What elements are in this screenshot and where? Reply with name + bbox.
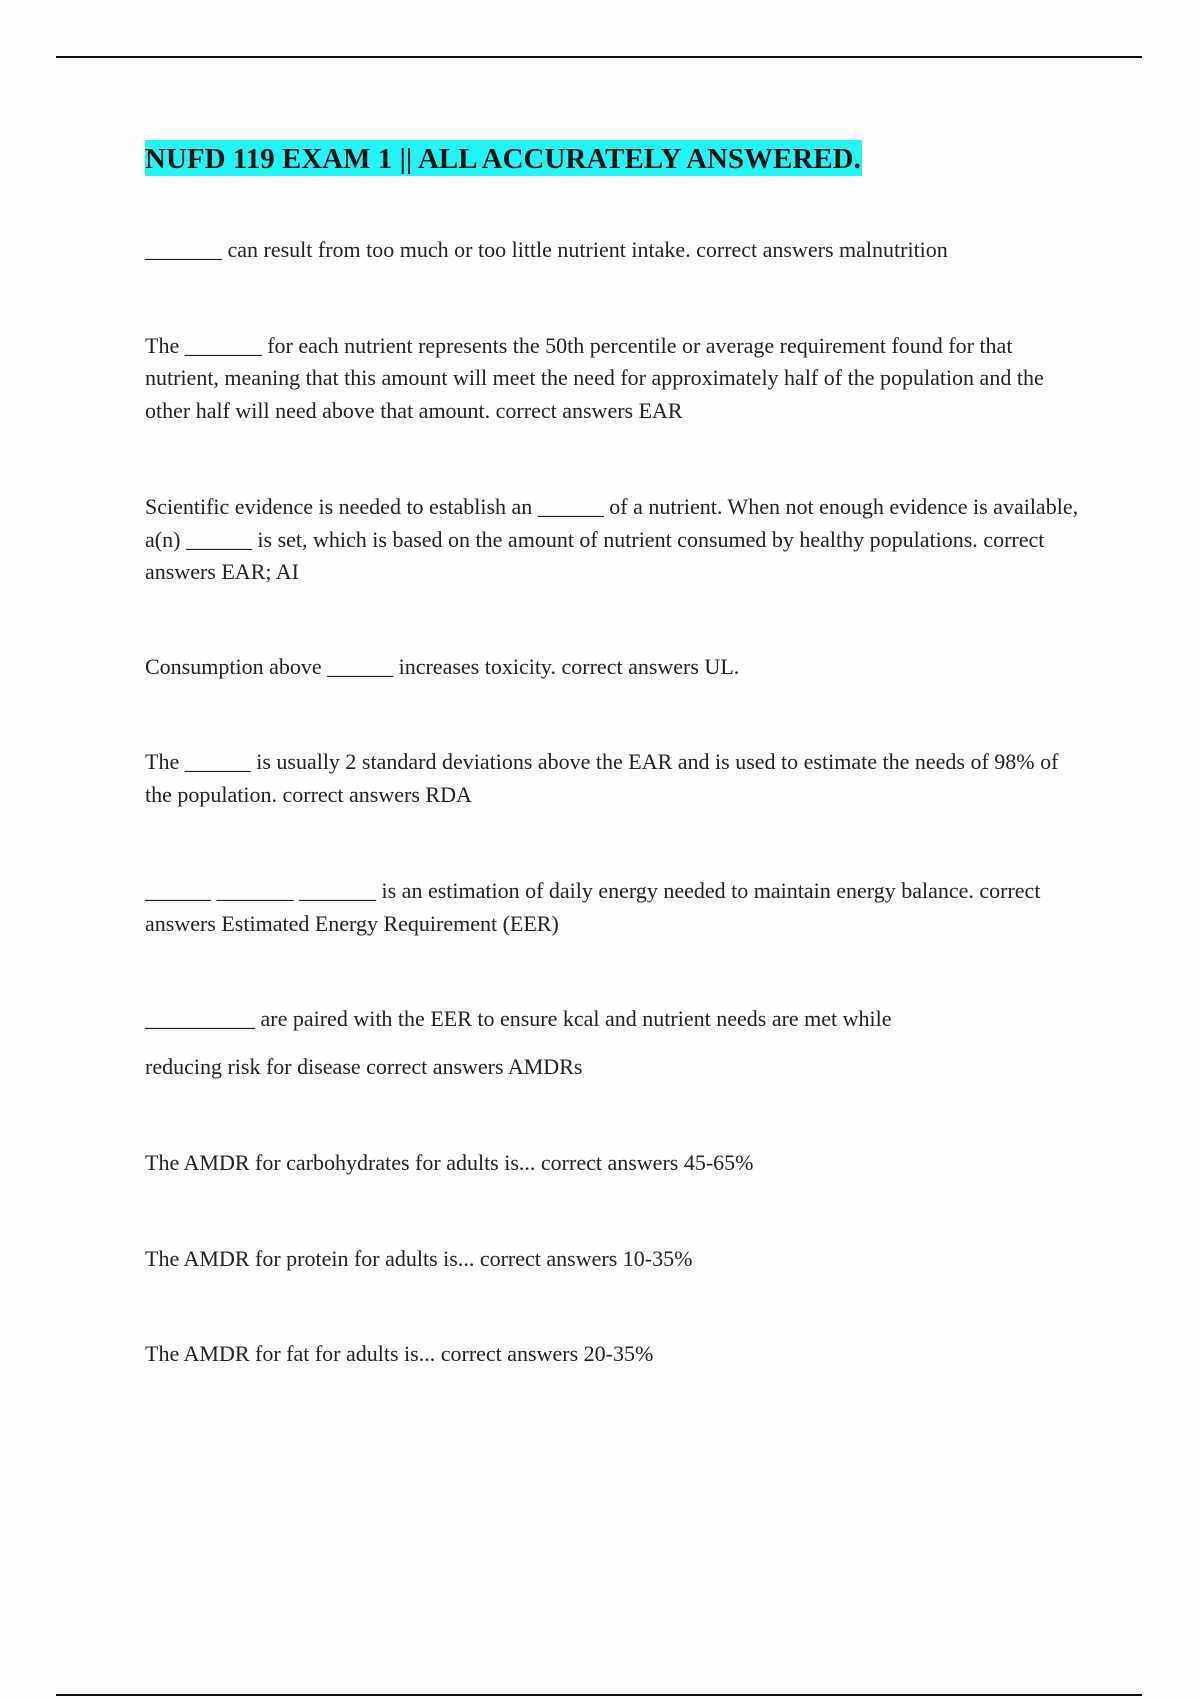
question-eer: ______ _______ _______ is an estimation of daily energy needed to maintain energy balance. correct answers Estimated Energy Requirement (EER) <box>145 878 1041 936</box>
header-rule <box>56 56 1142 58</box>
question-ul: Consumption above ______ increases toxicity. correct answers UL. <box>145 653 740 679</box>
question-malnutrition: _______ can result from too much or too little nutrient intake. correct answers malnutrition <box>145 237 948 262</box>
question-ear: The _______ for each nutrient represents the 50th percentile or average requirement found for that nutrient, meaning that this amount will meet the need for approximately half of the population and the other half will need above that amount. correct answers EAR <box>145 332 1044 423</box>
title-wrap <box>145 140 1085 180</box>
question-amdrs <box>145 1003 1085 1083</box>
question-amdr-protein: The AMDR for protein for adults is... correct answers 10-35% <box>145 1245 693 1271</box>
question-amdr-carbohydrates: The AMDR for carbohydrates for adults is... correct answers 45-65% <box>145 1150 754 1175</box>
footer-rule <box>56 1694 1142 1696</box>
document-content <box>145 140 1085 1371</box>
question-ear-ai: Scientific evidence is needed to establish an ______ of a nutrient. When not enough evidence is available, a(n) ______ is set, which is based on the amount of nutrient consumed by healthy populations. correct answers EAR; AI <box>145 494 1079 584</box>
question-amdr-fat: The AMDR for fat for adults is... correct answers 20-35% <box>145 1341 654 1366</box>
question-amdrs-line-1: __________ are paired with the EER to ensure kcal and nutrient needs are met while <box>145 1006 892 1031</box>
question-amdrs-line-2: reducing risk for disease correct answers AMDRs <box>145 1053 583 1079</box>
question-rda: The ______ is usually 2 standard deviations above the EAR and is used to estimate the needs of 98% of the population. correct answers RDA <box>145 749 1059 807</box>
document-title: NUFD 119 EXAM 1 || ALL ACCURATELY ANSWERED. <box>145 140 862 176</box>
